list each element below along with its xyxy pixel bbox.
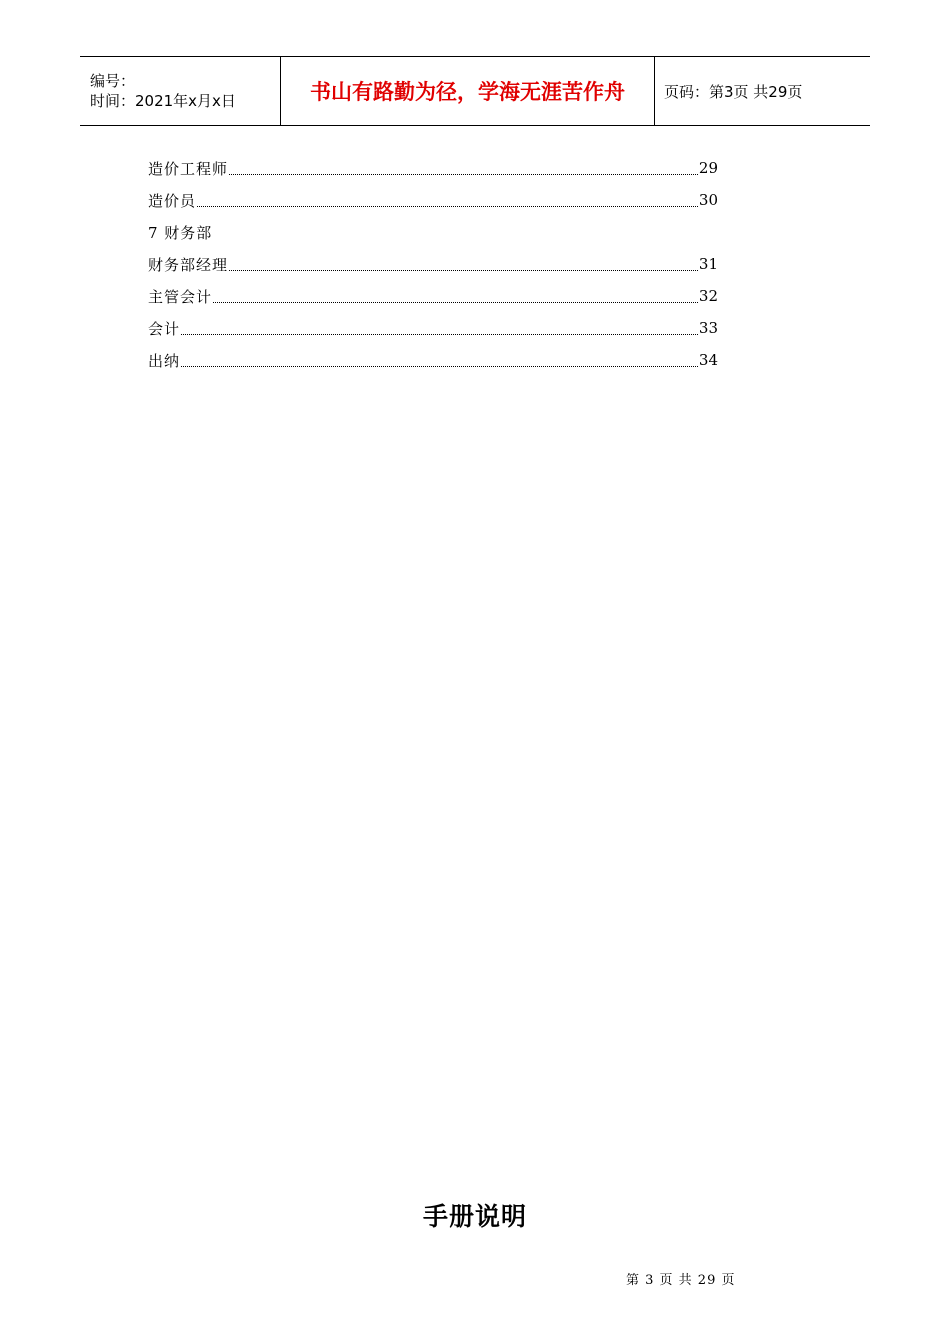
toc-section-label: 7 财务部 [148, 223, 213, 242]
toc-entry[interactable] [148, 344, 718, 376]
toc-entry-label: 出纳 [148, 351, 181, 370]
toc-entry[interactable] [148, 280, 718, 312]
toc-leader-dots [181, 334, 698, 335]
toc-leader-dots [181, 366, 698, 367]
header-info-cell [80, 57, 281, 125]
page-footer: 第 3 页 共 29 页 [626, 1273, 736, 1288]
toc-entry-page: 31 [698, 255, 718, 273]
document-number-label: 编号： [90, 72, 136, 90]
toc-section-heading[interactable] [148, 216, 718, 248]
toc-entry[interactable] [148, 184, 718, 216]
toc-leader-dots [197, 206, 698, 207]
header-page-cell [655, 57, 870, 125]
toc-entry[interactable] [148, 312, 718, 344]
toc-leader-dots [229, 174, 698, 175]
toc-entry-label: 主管会计 [148, 287, 213, 306]
header-motto-cell [281, 57, 655, 125]
toc-entry[interactable] [148, 152, 718, 184]
toc-entry-page: 33 [698, 319, 718, 337]
toc-entry-label: 造价工程师 [148, 159, 229, 178]
document-date-label: 时间：2021年x月x日 [90, 92, 236, 110]
table-of-contents [148, 152, 718, 376]
toc-entry-page: 30 [698, 191, 718, 209]
toc-leader-dots [229, 270, 698, 271]
toc-entry-label: 造价员 [148, 191, 197, 210]
toc-entry[interactable] [148, 248, 718, 280]
page-header [80, 56, 870, 126]
toc-entry-page: 29 [698, 159, 718, 177]
toc-entry-page: 34 [698, 351, 718, 369]
header-page-info: 页码：第3页 共29页 [664, 82, 803, 101]
toc-entry-label: 财务部经理 [148, 255, 229, 274]
section-title: 手册说明 [422, 1202, 527, 1231]
toc-entry-page: 32 [698, 287, 718, 305]
toc-entry-label: 会计 [148, 319, 181, 338]
toc-leader-dots [213, 302, 698, 303]
header-motto: 书山有路勤为径，学海无涯苦作舟 [310, 80, 625, 104]
